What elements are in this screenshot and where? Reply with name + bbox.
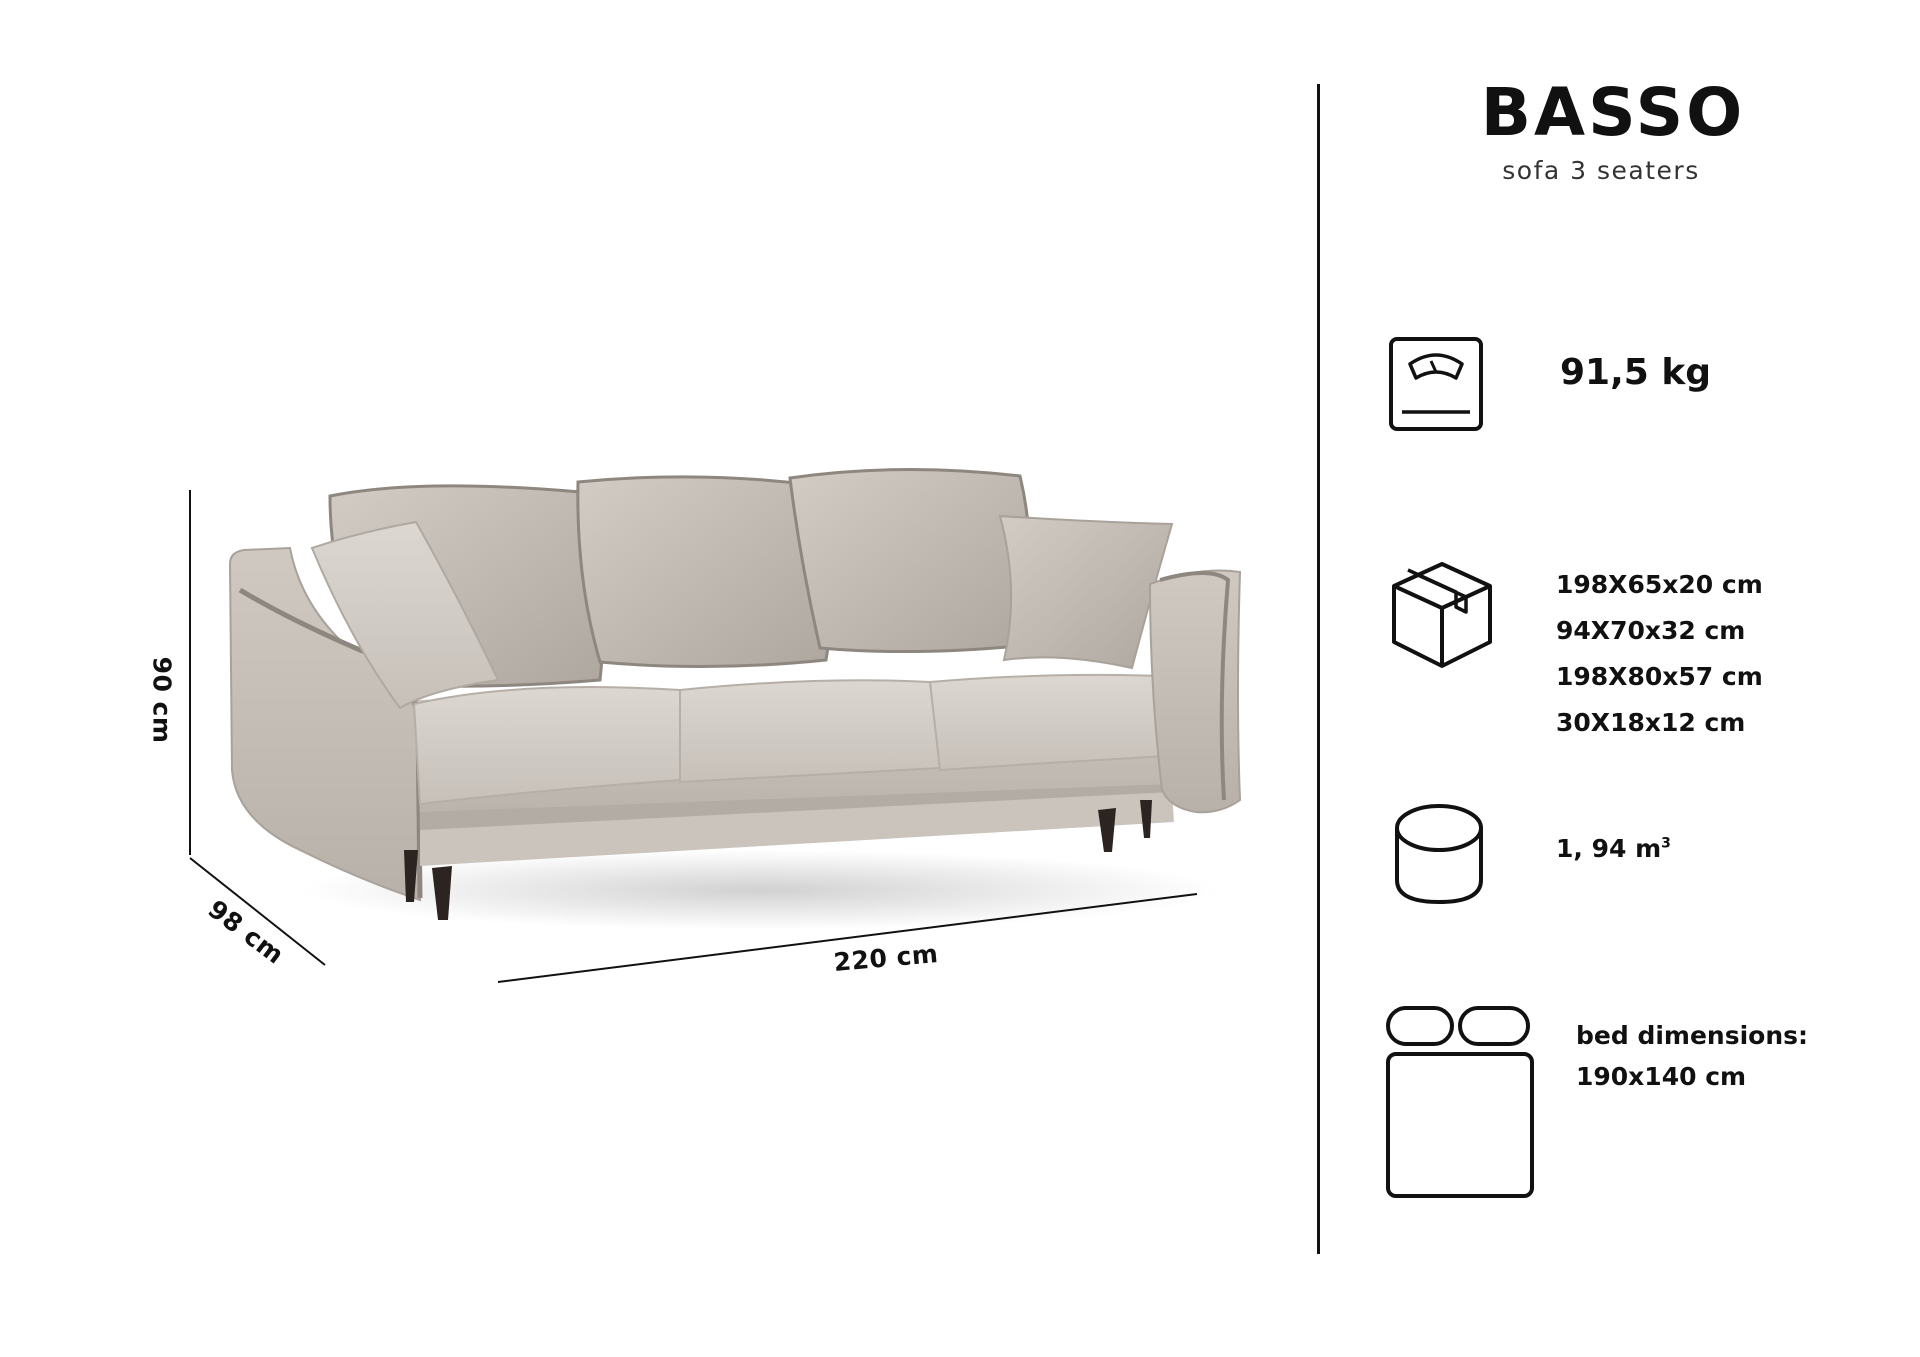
seat-cushion-right — [930, 675, 1168, 770]
package-line-1: 198X65x20 cm — [1556, 570, 1763, 599]
height-label: 90 cm — [147, 656, 177, 744]
vertical-divider — [1317, 84, 1320, 1254]
throw-pillow-right — [1000, 516, 1172, 668]
scale-icon — [1388, 336, 1484, 432]
bed-icon — [1384, 1004, 1536, 1202]
package-line-3: 198X80x57 cm — [1556, 662, 1763, 691]
weight-value: 91,5 kg — [1560, 352, 1712, 393]
back-pillow-right — [790, 469, 1030, 651]
package-line-2: 94X70x32 cm — [1556, 616, 1746, 645]
bed-dimensions-label: bed dimensions: — [1576, 1021, 1809, 1050]
volume-number: 1, 94 m — [1556, 834, 1662, 863]
depth-label: 98 cm — [202, 894, 290, 970]
package-line-4: 30X18x12 cm — [1556, 708, 1746, 737]
width-label: 220 cm — [832, 938, 940, 978]
cylinder-icon — [1392, 802, 1486, 906]
product-subtitle: sofa 3 seaters — [1502, 156, 1700, 185]
product-title: BASSO — [1480, 74, 1746, 151]
seat-cushion-center — [680, 680, 942, 782]
sofa-leg-front-right — [1098, 808, 1116, 852]
bed-dimensions-value: 190x140 cm — [1576, 1062, 1747, 1091]
volume-unit-superscript: 3 — [1661, 835, 1671, 852]
box-icon — [1390, 560, 1494, 670]
volume-value — [1556, 834, 1671, 863]
